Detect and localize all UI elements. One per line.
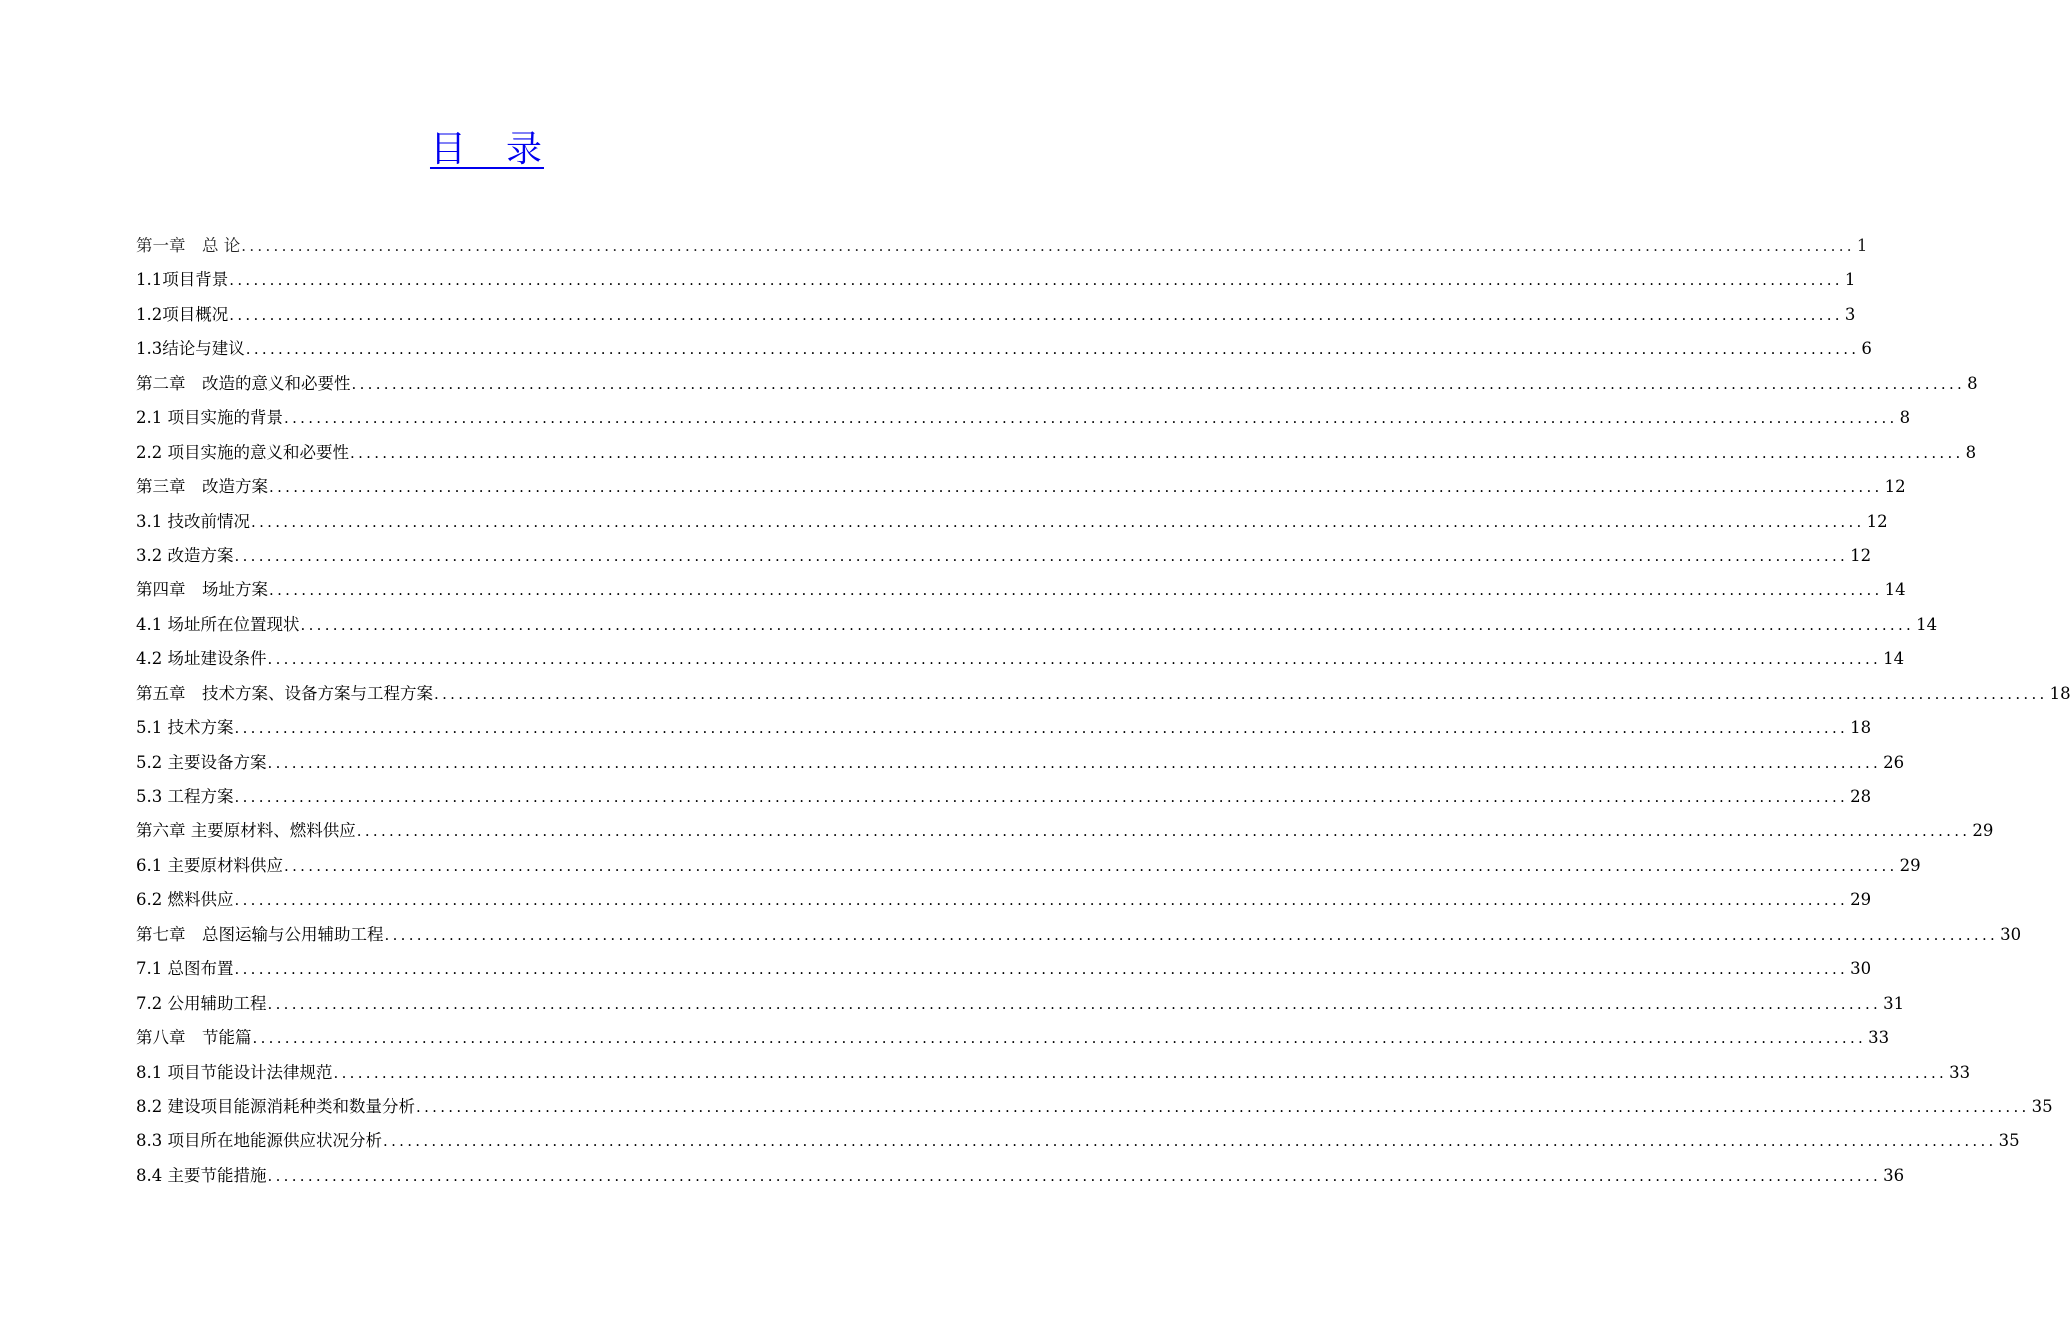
toc-entry[interactable]	[136, 263, 1856, 297]
toc-entry-label: 3.1 技改前情况	[136, 511, 250, 531]
toc-entry[interactable]	[136, 1090, 2053, 1124]
dot-leader: ........................................................................................................................................................................................................	[267, 650, 1882, 669]
toc-entry-page-number: 12	[1884, 477, 1906, 497]
toc-entry-label: 5.2 主要设备方案	[136, 752, 267, 772]
toc-entry[interactable]	[136, 918, 2022, 952]
toc-entry-label: 第七章 总图运输与公用辅助工程	[136, 924, 384, 944]
toc-entry-page-number: 33	[1949, 1062, 1971, 1082]
dot-leader: ........................................................................................................................................................................................................	[267, 994, 1882, 1013]
toc-entry-label: 1.2项目概况	[136, 304, 229, 324]
toc-entry[interactable]	[136, 746, 1905, 780]
toc-entry[interactable]	[136, 608, 1938, 642]
toc-entry[interactable]	[136, 229, 1868, 263]
toc-entry-label: 2.2 项目实施的意义和必要性	[136, 442, 349, 462]
dot-leader: ........................................................................................................................................................................................................	[234, 719, 1849, 738]
dot-leader: ........................................................................................................................................................................................................	[229, 271, 1843, 290]
toc-entry-label: 7.1 总图布置	[136, 959, 234, 979]
toc-entry[interactable]	[136, 677, 2071, 711]
toc-entry-label: 6.1 主要原材料供应	[136, 855, 283, 875]
toc-entry[interactable]	[136, 1056, 1971, 1090]
dot-leader: ........................................................................................................................................................................................................	[267, 753, 1882, 772]
dot-leader: ........................................................................................................................................................................................................	[234, 546, 1849, 565]
toc-entry[interactable]	[136, 367, 1978, 401]
dot-leader: ........................................................................................................................................................................................................	[269, 581, 1883, 600]
toc-entry[interactable]	[136, 1124, 2020, 1158]
toc-entry-page-number: 8	[1965, 442, 1977, 462]
dot-leader: ........................................................................................................................................................................................................	[234, 788, 1849, 806]
toc-entry-label: 8.1 项目节能设计法律规范	[136, 1062, 333, 1082]
toc-entry-label: 6.2 燃料供应	[136, 890, 234, 910]
dot-leader: ........................................................................................................................................................................................................	[245, 340, 1860, 359]
toc-entry-page-number: 14	[1916, 614, 1938, 634]
toc-entry-page-number: 28	[1850, 787, 1872, 806]
toc-entry-label: 第四章 场址方案	[136, 580, 268, 600]
toc-entry-label: 2.1 项目实施的背景	[136, 408, 283, 428]
toc-entry-page-number: 8	[1899, 408, 1911, 428]
dot-leader: ........................................................................................................................................................................................................	[300, 615, 1915, 634]
dot-leader: ........................................................................................................................................................................................................	[241, 237, 1855, 255]
toc-entry-label: 第八章 节能篇	[136, 1028, 252, 1048]
toc-entry[interactable]	[136, 470, 1906, 504]
toc-entry[interactable]	[136, 711, 1872, 745]
toc-entry-page-number: 29	[1899, 855, 1921, 875]
toc-entry[interactable]	[136, 436, 1977, 470]
toc-entry[interactable]	[136, 505, 1888, 539]
toc-entry-page-number: 3	[1844, 304, 1856, 324]
dot-leader: ........................................................................................................................................................................................................	[229, 305, 1843, 324]
dot-leader: ........................................................................................................................................................................................................	[333, 1063, 1948, 1082]
toc-entry-label: 7.2 公用辅助工程	[136, 993, 267, 1013]
toc-entry[interactable]	[136, 642, 1905, 676]
dot-leader: ........................................................................................................................................................................................................	[416, 1097, 2030, 1116]
toc-entry-page-number: 12	[1850, 545, 1872, 565]
toc-entry-page-number: 33	[1868, 1028, 1890, 1048]
toc-entry-page-number: 29	[1850, 890, 1872, 910]
dot-leader: ........................................................................................................................................................................................................	[284, 409, 1898, 428]
dot-leader: ........................................................................................................................................................................................................	[351, 374, 1966, 393]
toc-entry-label: 8.2 建设项目能源消耗种类和数量分析	[136, 1096, 415, 1116]
toc-entry-page-number: 14	[1884, 580, 1906, 600]
toc-entry[interactable]	[136, 401, 1911, 435]
toc-entry-page-number: 30	[2000, 924, 2022, 944]
toc-entry-label: 4.2 场址建设条件	[136, 649, 267, 669]
toc-entry[interactable]	[136, 1021, 1890, 1055]
dot-leader: ........................................................................................................................................................................................................	[384, 925, 1999, 944]
toc-entry-label: 第三章 改造方案	[136, 477, 268, 497]
dot-leader: ........................................................................................................................................................................................................	[252, 1029, 1867, 1048]
toc-entry-page-number: 18	[1850, 718, 1872, 738]
dot-leader: ........................................................................................................................................................................................................	[350, 443, 1964, 462]
toc-entry-page-number: 35	[1998, 1131, 2020, 1151]
toc-entry-label: 第二章 改造的意义和必要性	[136, 373, 351, 393]
toc-entry-page-number: 14	[1883, 649, 1905, 669]
toc-entry-label: 4.1 场址所在位置现状	[136, 614, 300, 634]
toc-entry[interactable]	[136, 987, 1905, 1021]
dot-leader: ........................................................................................................................................................................................................	[234, 960, 1849, 979]
toc-entry[interactable]	[136, 573, 1906, 607]
toc-entry[interactable]	[136, 849, 1921, 883]
toc-entry-page-number: 6	[1861, 339, 1872, 359]
toc-entry-page-number: 18	[2049, 683, 2071, 703]
toc-entry-label: 1.3结论与建议	[136, 339, 245, 359]
toc-entry-page-number: 1	[1856, 236, 1868, 255]
toc-entry[interactable]	[136, 883, 1872, 917]
dot-leader: ........................................................................................................................................................................................................	[267, 1166, 1882, 1185]
toc-entry-page-number: 36	[1883, 1165, 1905, 1185]
toc-entry[interactable]	[136, 298, 1856, 332]
dot-leader: ........................................................................................................................................................................................................	[434, 684, 2048, 703]
toc-entry-label: 8.3 项目所在地能源供应状况分析	[136, 1131, 382, 1151]
toc-entry-page-number: 35	[2031, 1096, 2053, 1116]
dot-leader: ........................................................................................................................................................................................................	[251, 512, 1865, 531]
dot-leader: ........................................................................................................................................................................................................	[269, 478, 1883, 497]
dot-leader: ........................................................................................................................................................................................................	[356, 822, 1971, 841]
toc-entry-label: 第五章 技术方案、设备方案与工程方案	[136, 683, 433, 703]
toc-entry[interactable]	[136, 814, 1994, 848]
dot-leader: ........................................................................................................................................................................................................	[234, 891, 1849, 910]
toc-entry-page-number: 31	[1883, 993, 1905, 1013]
dot-leader: ........................................................................................................................................................................................................	[284, 856, 1898, 875]
toc-entry[interactable]	[136, 332, 1872, 366]
toc-list	[136, 229, 2071, 1193]
toc-entry-page-number: 1	[1844, 270, 1856, 290]
toc-entry[interactable]	[136, 539, 1872, 573]
toc-entry[interactable]	[136, 952, 1872, 986]
toc-title-link[interactable]: 目 录	[429, 129, 544, 170]
toc-entry-label: 5.3 工程方案	[136, 787, 234, 806]
toc-entry-page-number: 12	[1866, 511, 1888, 531]
toc-entry[interactable]	[136, 780, 1872, 814]
toc-entry-label: 3.2 改造方案	[136, 545, 234, 565]
toc-entry-label: 5.1 技术方案	[136, 718, 234, 738]
toc-entry-label: 第一章 总 论	[136, 236, 241, 255]
dot-leader: ........................................................................................................................................................................................................	[383, 1132, 1997, 1151]
toc-entry-label: 8.4 主要节能措施	[136, 1165, 267, 1185]
toc-entry-page-number: 30	[1850, 959, 1872, 979]
toc-entry-label: 1.1项目背景	[136, 270, 229, 290]
toc-entry-page-number: 29	[1972, 821, 1994, 841]
toc-entry-page-number: 26	[1883, 752, 1905, 772]
toc-entry-label: 第六章 主要原材料、燃料供应	[136, 821, 356, 841]
toc-entry[interactable]	[136, 1159, 1905, 1193]
toc-entry-page-number: 8	[1967, 373, 1978, 393]
